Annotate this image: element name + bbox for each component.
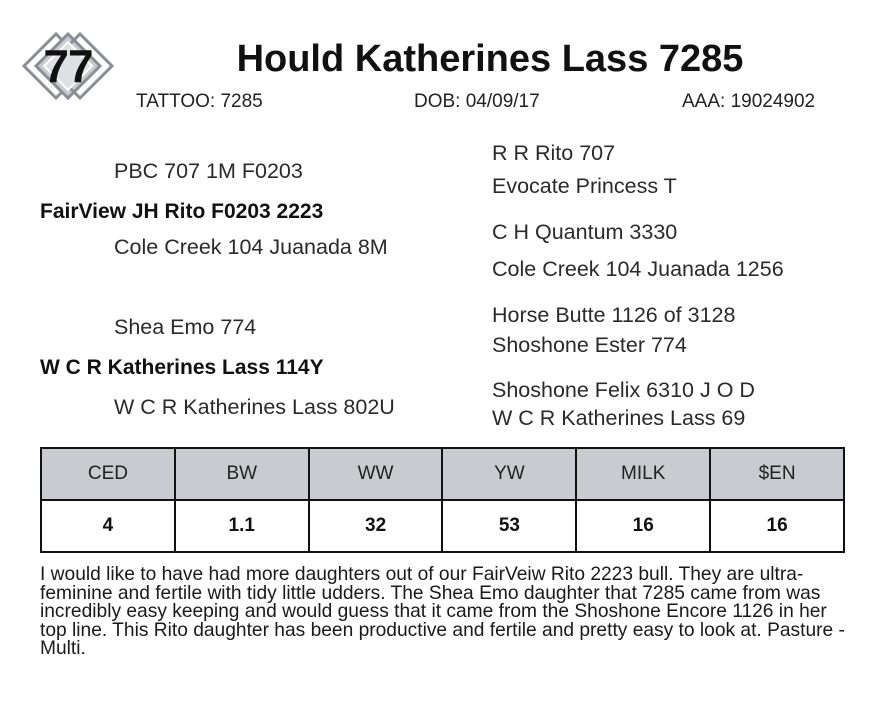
- epd-header-bw: BW: [175, 448, 309, 500]
- pedigree-sire-dam-dam: Cole Creek 104 Juanada 1256: [492, 257, 784, 281]
- epd-value-ww: 32: [309, 500, 443, 552]
- epd-value-yw: 53: [442, 500, 576, 552]
- epd-value-en: 16: [710, 500, 844, 552]
- aaa-number: AAA: 19024902: [682, 91, 816, 112]
- pedigree-dam: W C R Katherines Lass 114Y: [40, 356, 324, 379]
- date-of-birth: DOB: 04/09/17: [414, 91, 540, 112]
- pedigree-dam-sire-dam: Shoshone Ester 774: [492, 333, 687, 357]
- epd-header-ced: CED: [41, 448, 175, 500]
- epd-value-row: [41, 500, 844, 552]
- animal-title: Hould Katherines Lass 7285: [236, 38, 744, 80]
- epd-value-milk: 16: [576, 500, 710, 552]
- epd-value-bw: 1.1: [175, 500, 309, 552]
- pedigree-dam-dam-sire: Shoshone Felix 6310 J O D: [492, 378, 755, 402]
- lot-number: 77: [43, 40, 93, 92]
- epd-header-en: $EN: [710, 448, 844, 500]
- pedigree-sire: FairView JH Rito F0203 2223: [40, 200, 324, 223]
- epd-header-ww: WW: [309, 448, 443, 500]
- pedigree-dam-dam: W C R Katherines Lass 802U: [114, 395, 395, 419]
- description-notes: I would like to have had more daughters out of our FairVeiw Rito 2223 bull. They are ultra-feminine and fertile with tidy little udders. The Shea Emo daughter that 7285 came from was incredibly easy keeping and would guess that it came from the Shoshone Encore 1126 in her top line. This Rito daughter has been productive and fertile and pretty easy to look at. Pasture - Multi.: [40, 564, 845, 660]
- epd-header-yw: YW: [442, 448, 576, 500]
- pedigree-sire-dam: Cole Creek 104 Juanada 8M: [114, 235, 388, 259]
- pedigree-sire-dam-sire: C H Quantum 3330: [492, 220, 678, 244]
- epd-value-ced: 4: [41, 500, 175, 552]
- epd-table: [40, 447, 845, 553]
- tattoo: TATTOO: 7285: [136, 91, 263, 112]
- epd-header-milk: MILK: [576, 448, 710, 500]
- pedigree-dam-dam-dam: W C R Katherines Lass 69: [492, 406, 746, 430]
- epd-header-row: [41, 448, 844, 500]
- lot-badge: [16, 30, 120, 102]
- pedigree-dam-sire-sire: Horse Butte 1126 of 3128: [492, 303, 736, 327]
- pedigree-sire-sire: PBC 707 1M F0203: [114, 159, 303, 183]
- pedigree-sire-sire-dam: Evocate Princess T: [492, 174, 677, 198]
- pedigree-sire-sire-sire: R R Rito 707: [492, 141, 616, 165]
- pedigree-dam-sire: Shea Emo 774: [114, 315, 257, 339]
